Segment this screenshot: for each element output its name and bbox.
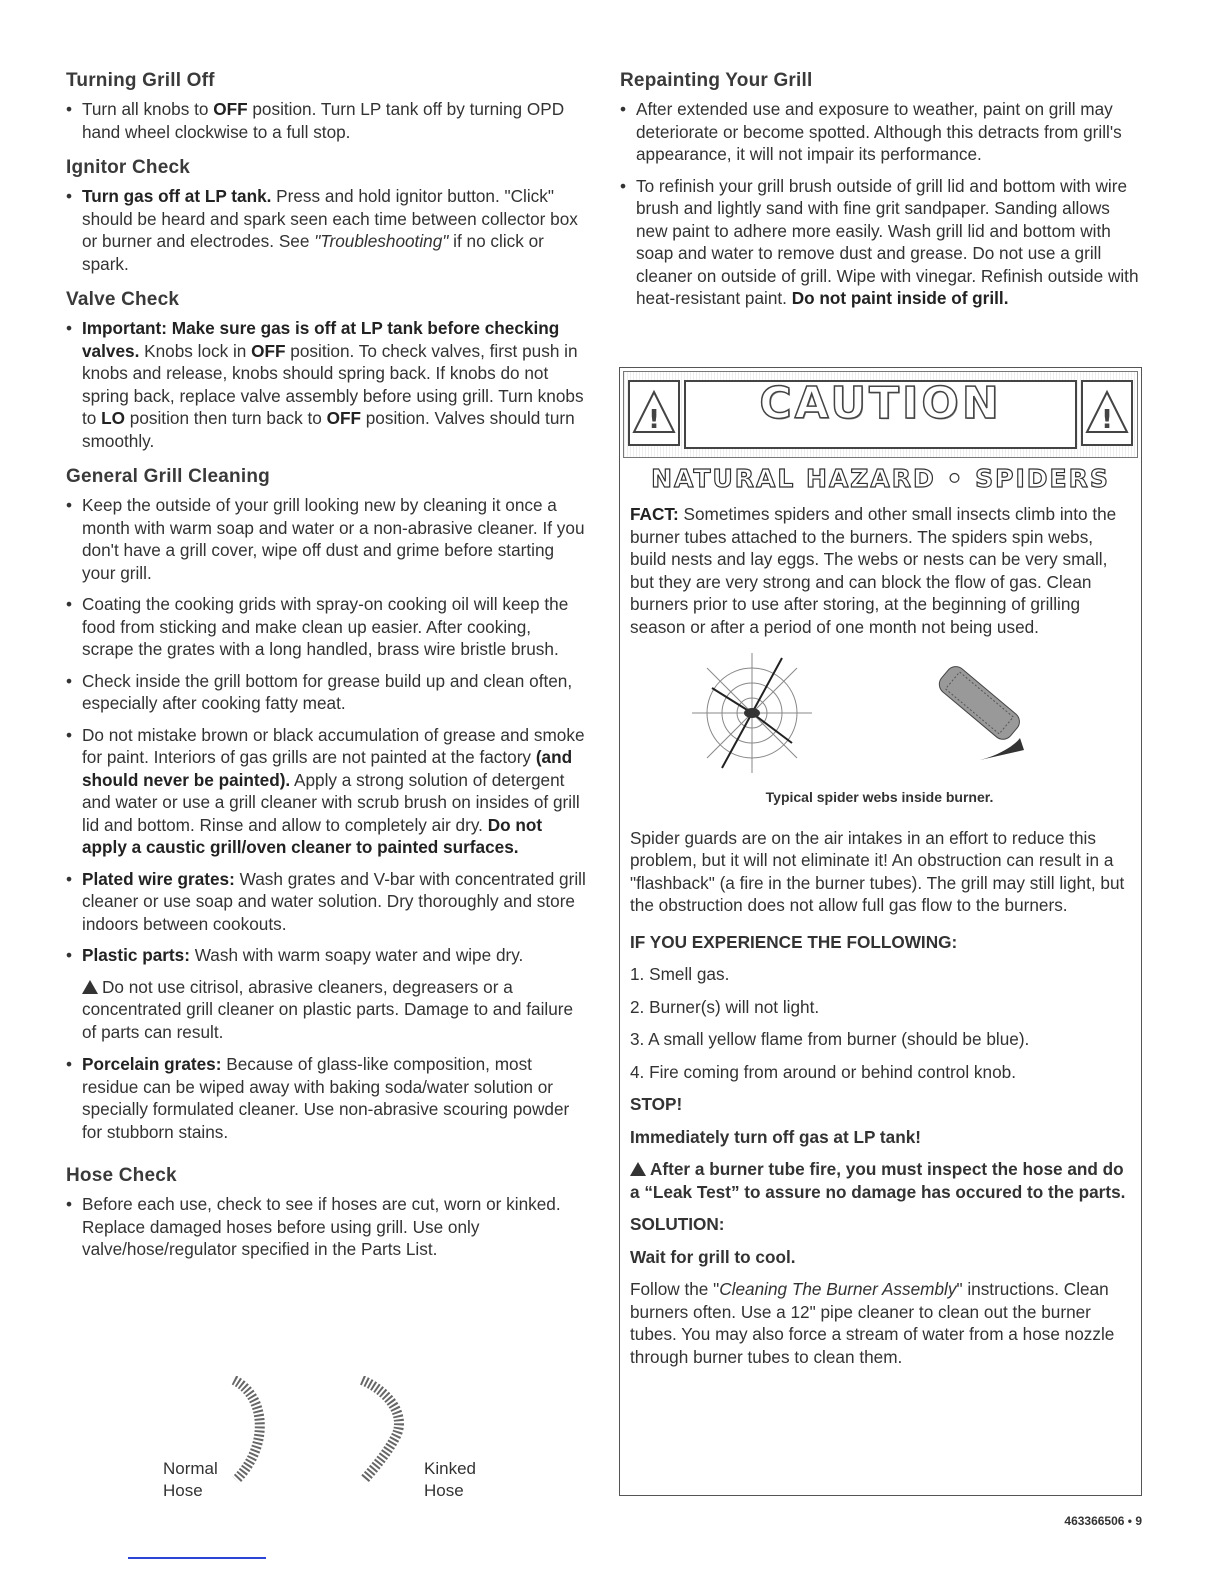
list-item: 2. Burner(s) will not light. xyxy=(630,996,820,1017)
natural-hazard-subtitle: NATURAL HAZARD • SPIDERS xyxy=(651,464,1110,493)
spider-web-illustration xyxy=(682,648,822,778)
warning-triangle-icon xyxy=(82,980,98,994)
if-experience-heading: IF YOU EXPERIENCE THE FOLLOWING: xyxy=(630,931,958,952)
general-cleaning-heading: General Grill Cleaning xyxy=(66,466,270,487)
repaint-bullet-1: • After extended use and exposure to weather, paint on grill may deteriorate or become spotted. Although this detracts from grill's appearance, it will not impair its performance. xyxy=(620,98,1142,166)
burner-tube-illustration xyxy=(920,660,1050,770)
caution-box xyxy=(619,367,1142,1496)
kinked-hose-illustration xyxy=(356,1376,416,1486)
cleaning-bullet-porcelain: • Porcelain grates: Because of glass-like composition, most residue can be wiped away with baking soda/water solution or specially formulated cleaner. Use non-abrasive scouring powder for stubborn stains. xyxy=(66,1053,586,1143)
caution-warning-right-icon xyxy=(1081,380,1133,446)
valve-check-heading: Valve Check xyxy=(66,289,180,310)
cleaning-bullet-4: • Do not mistake brown or black accumulation of grease and smoke for paint. Interiors of gas grills are not painted at the factory (and should never be painted). Apply a strong solution of detergent and water or use a grill cleaner with scrub brush on insides of grill lid and bottom. Rinse and allow to completely air dry. Do not apply a caustic grill/oven cleaner to painted surfaces. xyxy=(66,724,586,859)
blue-underline xyxy=(128,1557,266,1559)
spider-caption: Typical spider webs inside burner. xyxy=(765,789,994,805)
wait-instruction: Wait for grill to cool. xyxy=(630,1246,796,1267)
normal-hose-illustration xyxy=(226,1376,276,1486)
repainting-heading: Repainting Your Grill xyxy=(620,70,813,91)
ignitor-text: • Turn gas off at LP tank. Press and hold ignitor button. "Click" should be heard and spark seen each time between collector box or burner and electrodes. See "Troubleshooting" if no click or spark. xyxy=(66,185,586,275)
page-footer: 463366506 • 9 xyxy=(1064,1514,1142,1528)
normal-hose-label: Normal Hose xyxy=(163,1459,218,1500)
fact-paragraph: FACT: Sometimes spiders and other small insects climb into the burner tubes attached to the burners. The spiders spin webs, build nests and lay eggs. The webs or nests can be very small, but they are very strong and can block the flow of gas. Clean burners prior to use after storing, at the beginning of grilling season or after a period of one month not being used. xyxy=(630,504,1117,637)
follow-instructions-paragraph: Follow the "Cleaning The Burner Assembly" instructions. Clean burners often. Use a 12" pipe cleaner to clean out the burner tubes. You may also force a stream of water from a hose nozzle through burner tubes to clean them. xyxy=(630,1279,1115,1367)
hose-text: • Before each use, check to see if hoses are cut, worn or kinked. Replace damaged hoses before using grill. Use only valve/hose/regulator specified in the Parts List. xyxy=(66,1193,586,1261)
caution-banner xyxy=(623,371,1138,458)
caution-title: CAUTION xyxy=(759,378,1002,429)
valve-text: • Important: Make sure gas is off at LP tank before checking valves. Knobs lock in OFF position. To check valves, first push in knobs and release, knobs should spring back. If knobs do not spring back, replace valve assembly before using grill. Turn knobs to LO position then turn back to OFF position. Valves should turn smoothly. xyxy=(66,317,586,452)
warning-triangle-icon xyxy=(630,1162,646,1176)
hose-check-heading: Hose Check xyxy=(66,1165,177,1186)
list-item: 1. Smell gas. xyxy=(630,964,730,984)
cleaning-bullet-3: • Check inside the grill bottom for grease build up and clean often, especially after cooking fatty meat. xyxy=(66,670,586,715)
cleaning-bullet-plated: • Plated wire grates: Wash grates and V-bar with concentrated grill cleaner or use soap and water solution. Dry thoroughly and store indoors between cookouts. xyxy=(66,868,586,936)
list-item: 3. A small yellow flame from burner (should be blue). xyxy=(630,1029,1030,1049)
stop-heading: STOP! xyxy=(630,1094,683,1114)
kinked-hose-label: Kinked Hose xyxy=(424,1459,476,1500)
turn-off-instruction: Immediately turn off gas at LP tank! xyxy=(630,1126,921,1147)
left-column xyxy=(66,70,586,1270)
svg-text:!: ! xyxy=(648,405,660,435)
right-column xyxy=(620,70,1142,319)
after-fire-warning: After a burner tube fire, you must inspect the hose and do a “Leak Test” to assure no damage has occured to the parts. xyxy=(630,1159,1126,1202)
turning-grill-off-heading: Turning Grill Off xyxy=(66,70,215,91)
plastic-warning: Do not use citrisol, abrasive cleaners, degreasers or a concentrated grill cleaner on plastic parts. Damage to and failure of parts can result. xyxy=(82,976,574,1042)
solution-heading: SOLUTION: xyxy=(630,1214,725,1234)
cleaning-bullet-1: • Keep the outside of your grill looking new by cleaning it once a month with warm soap and water or a non-abrasive cleaner. If you don't have a grill cover, wipe off dust and grime before starting your grill. xyxy=(66,494,586,584)
spider-guards-paragraph: Spider guards are on the air intakes in an effort to reduce this problem, but it will not eliminate it! An obstruction can result in a "flashback" (a fire in the burner tubes). The grill may still light, but the obstruction does not allow full gas flow to the burners. xyxy=(630,827,1125,915)
cleaning-bullet-2: • Coating the cooking grids with spray-on cooking oil will keep the food from sticking and make clean up easier. After cooking, scrape the grates with a long handled, brass wire bristle brush. xyxy=(66,593,586,661)
repaint-bullet-2: • To refinish your grill brush outside of grill lid and bottom with wire brush and lightly sand with fine grit sandpaper. Sanding allows new paint to adhere more easily. Wash grill lid and bottom with soap and water to remove dust and grease. Do not use a grill cleaner on outside of grill. Wipe with vinegar. Refinish outside with heat-resistant paint. Do not paint inside of grill. xyxy=(620,175,1142,310)
ignitor-check-heading: Ignitor Check xyxy=(66,157,191,178)
turning-off-text: • Turn all knobs to OFF position. Turn LP tank off by turning OPD hand wheel clockwise to a full stop. xyxy=(66,98,586,143)
spider-figure xyxy=(630,648,1129,778)
list-item: 4. Fire coming from around or behind control knob. xyxy=(630,1061,1016,1082)
svg-text:!: ! xyxy=(1101,405,1113,435)
cleaning-bullet-plastic: • Plastic parts: Wash with warm soapy water and wipe dry. xyxy=(66,944,586,967)
